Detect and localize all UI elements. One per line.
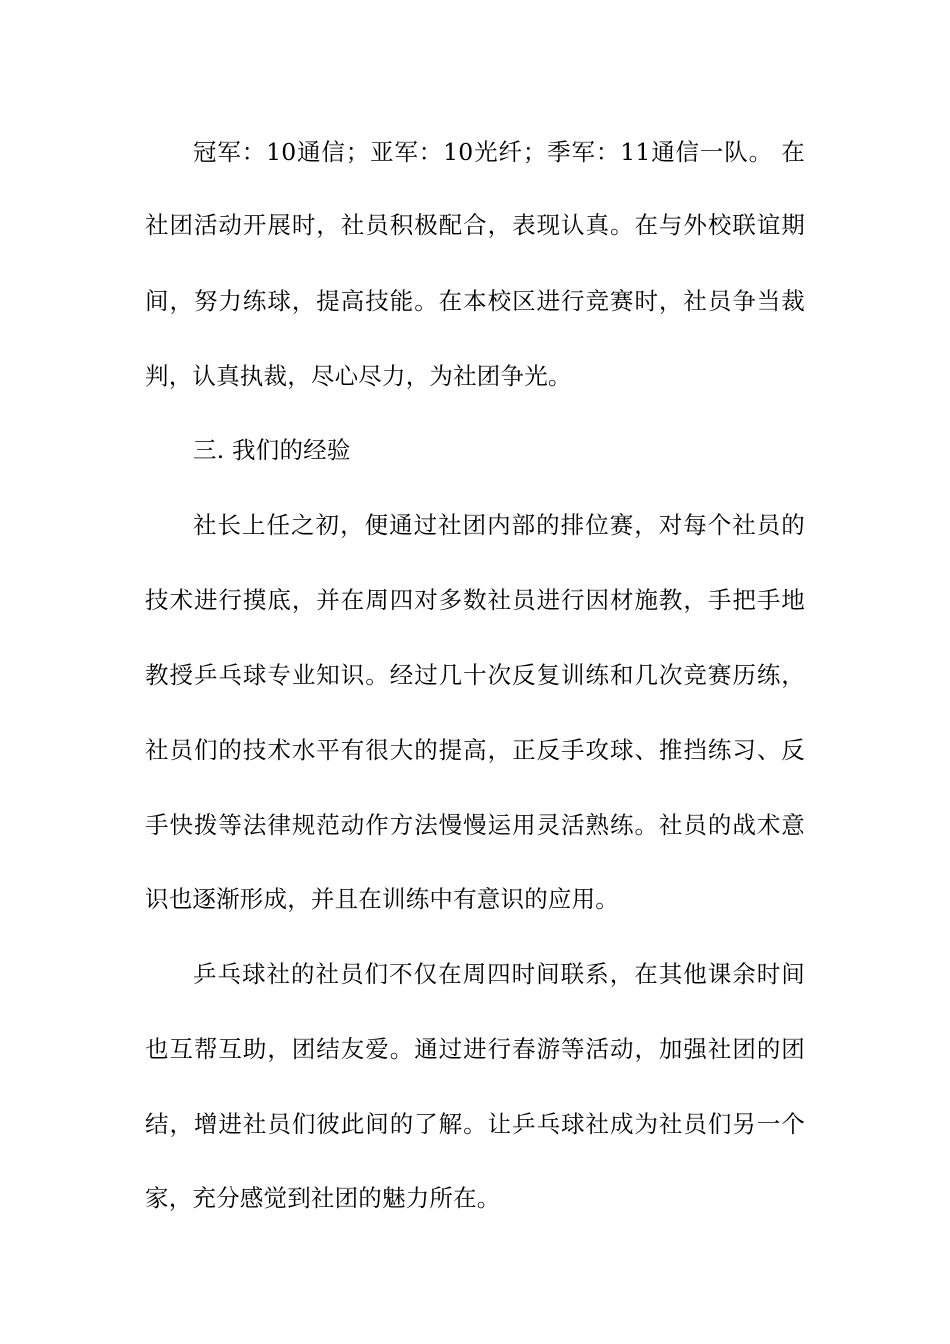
- text-line-1: 冠军：10通信；亚军：10光纤；季军：11通信一队。 在: [193, 138, 805, 166]
- text-line-4: 判，认真执裁，尽心尽力，为社团争光。: [145, 362, 572, 390]
- text-line-15: 家，充分感觉到社团的魅力所在。: [145, 1184, 501, 1212]
- text-line-14: 结，增进社员们彼此间的了解。让乒乓球社成为社员们另一个: [145, 1110, 805, 1138]
- text-line-3: 间，努力练球，提高技能。在本校区进行竞赛时，社员争当裁: [145, 287, 805, 315]
- text-line-6: 社长上任之初，便通过社团内部的排位赛，对每个社员的: [193, 511, 805, 539]
- text-line-2: 社团活动开展时，社员积极配合，表现认真。在与外校联谊期: [145, 211, 805, 239]
- text-line-11: 识也逐渐形成，并且在训练中有意识的应用。: [145, 885, 619, 913]
- text-line-7: 技术进行摸底，并在周四对多数社员进行因材施教，手把手地: [145, 586, 805, 614]
- text-line-10: 手快拨等法律规范动作方法慢慢运用灵活熟练。社员的战术意: [145, 811, 805, 839]
- text-line-12: 乒乓球社的社员们不仅在周四时间联系，在其他课余时间: [193, 960, 805, 988]
- text-line-13: 也互帮互助，团结友爱。通过进行春游等活动，加强社团的团: [145, 1035, 805, 1063]
- text-line-8: 教授乒乓球专业知识。经过几十次反复训练和几次竞赛历练，: [145, 661, 805, 689]
- text-line-9: 社员们的技术水平有很大的提高，正反手攻球、推挡练习、反: [145, 736, 805, 764]
- section-heading: 三. 我们的经验: [193, 436, 351, 464]
